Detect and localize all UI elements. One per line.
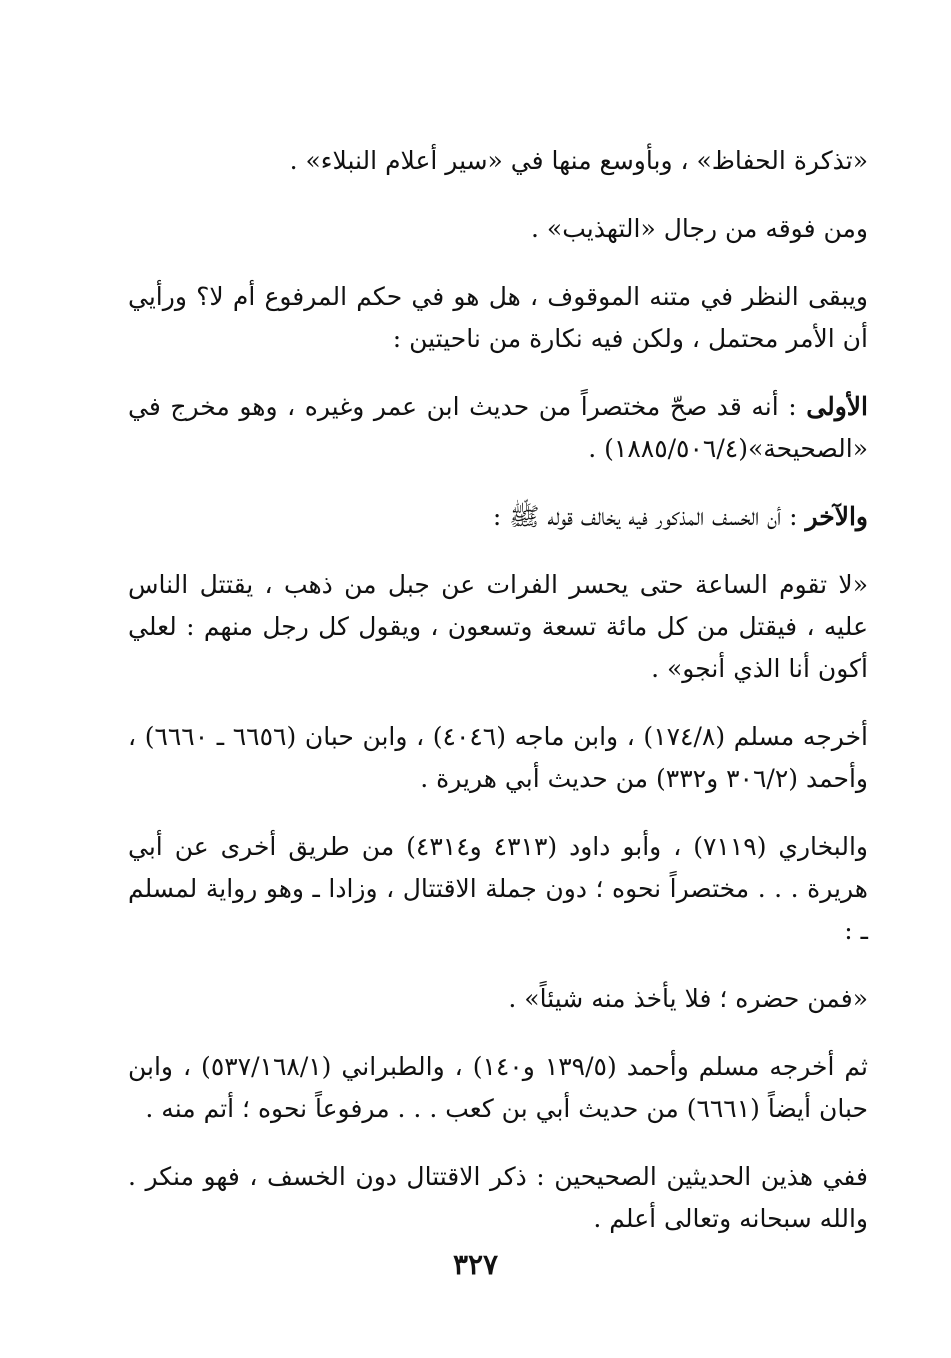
paragraph-4: الأولى : أنه قد صحّ مختصراً من حديث ابن عمر وغيره ، وهو مخرج في «الصحيحة»(١٨٨٥/٥٠٦/٤) . [128,392,868,463]
lead-word-first: الأولى [806,392,868,421]
paragraph-3: ويبقى النظر في متنه الموقوف ، هل هو في حكم المرفوع أم لا؟ ورأيي أن الأمر محتمل ، ولكن فيه نكارة من ناحيتين : [128,282,868,353]
page-number: ٣٢٧ [452,1248,499,1281]
lead-word-second: والآخر [805,502,868,531]
paragraph-2: ومن فوقه من رجال «التهذيب» . [531,214,868,243]
paragraph-10: ثم أخرجه مسلم وأحمد (١٣٩/٥ و١٤٠) ، والطبراني (٥٣٧/١٦٨/١) ، وابن حبان أيضاً (٦٦٦١) من حديث أبي بن كعب . . . مرفوعاً نحوه ؛ أتم منه . [128,1052,868,1123]
paragraph-1: «تذكرة الحفاظ» ، وبأوسع منها في «سير أعلام النبلاء» . [289,146,868,175]
paragraph-9: «فمن حضره ؛ فلا يأخذ منه شيئاً» . [508,984,868,1013]
paragraph-5: والآخر : أن الخسف المذكور فيه يخالف قوله ﷺ : [492,502,868,531]
paragraph-11: ففي هذين الحديثين الصحيحين : ذكر الاقتتال دون الخسف ، فهو منكر . والله سبحانه وتعالى أعلم . [128,1162,868,1233]
paragraph-6: «لا تقوم الساعة حتى يحسر الفرات عن جبل من ذهب ، يقتتل الناس عليه ، فيقتل من كل مائة تسعة وتسعون ، ويقول كل رجل منهم : لعلي أكون أنا الذي أنجو» . [128,570,868,683]
paragraph-7: أخرجه مسلم (١٧٤/٨) ، وابن ماجه (٤٠٤٦) ، وابن حبان (٦٦٥٦ ـ ٦٦٦٠) ، وأحمد (٣٠٦/٢ و٣٣٢) من حديث أبي هريرة . [128,722,868,793]
body-text [128,140,868,1266]
paragraph-8: والبخاري (٧١١٩) ، وأبو داود (٤٣١٣ و٤٣١٤) من طريق أخرى عن أبي هريرة . . . مختصراً نحوه ؛ دون جملة الاقتتال ، وزادا ـ وهو رواية لمسلم ـ : [128,832,868,945]
